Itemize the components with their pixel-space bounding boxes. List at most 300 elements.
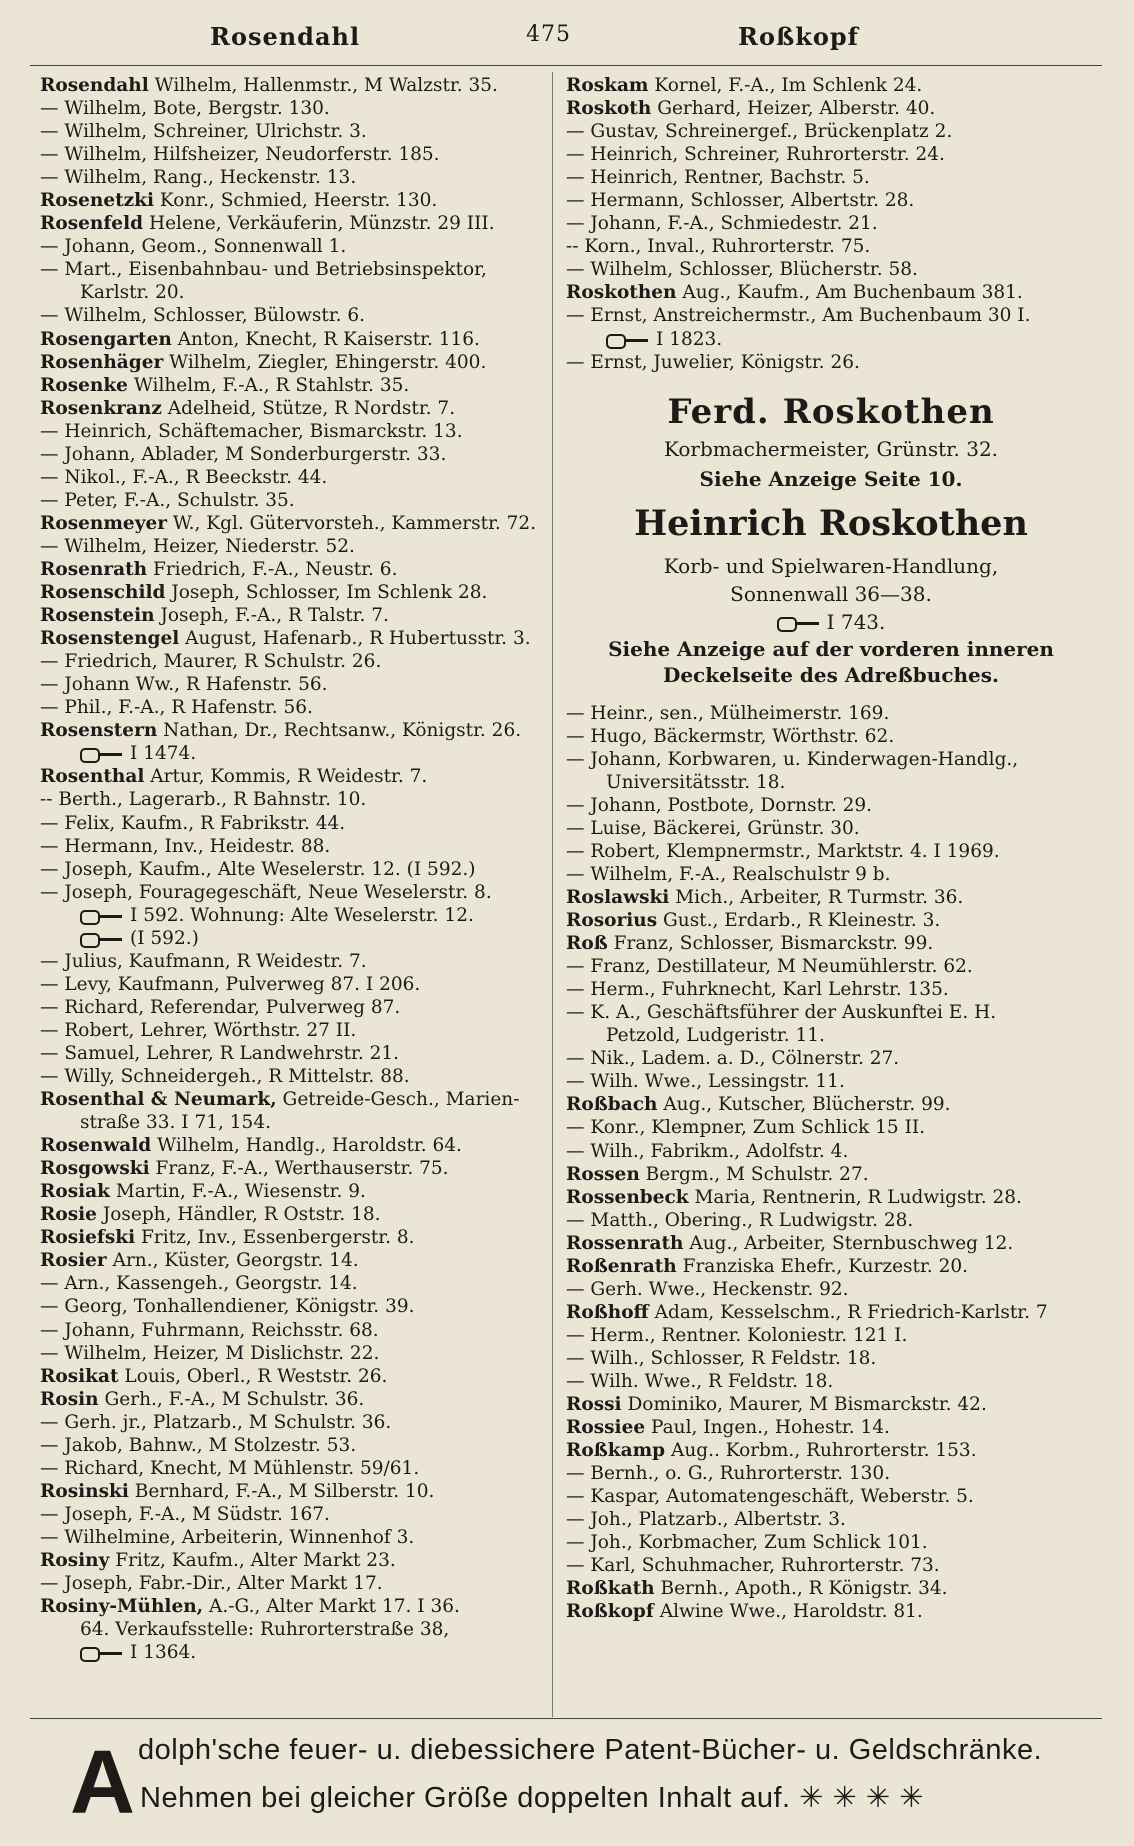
entry-text: — Gerh. Wwe., Heckenstr. 92. (566, 1278, 849, 1300)
entry-surname: Roßkopf (566, 1601, 654, 1623)
directory-entry (566, 702, 1096, 725)
directory-entry (40, 973, 546, 996)
advert-ferd-roskothen (566, 388, 1096, 496)
directory-entry (566, 1140, 1096, 1163)
entry-surname: Roßenrath (566, 1255, 677, 1277)
directory-entry (566, 304, 1096, 327)
directory-entry (40, 858, 546, 881)
directory-entry (40, 304, 546, 327)
entry-text: Wilhelm, Handlg., Haroldstr. 64. (157, 1135, 462, 1157)
directory-entry (40, 904, 546, 927)
directory-entry (566, 120, 1096, 143)
directory-entry (566, 1001, 1096, 1024)
entry-surname: Rosiefski (40, 1227, 136, 1249)
entry-text: — Johann, Fuhrmann, Reichsstr. 68. (40, 1319, 379, 1341)
directory-entry (566, 886, 1096, 909)
entry-text: — Wilhelm, Bote, Bergstr. 130. (40, 98, 330, 120)
entry-surname: Rosenrath (40, 558, 148, 580)
entry-text: — Arn., Kassengeh., Georgstr. 14. (40, 1273, 358, 1295)
entry-text: — Joseph, F.-A., M Südstr. 167. (40, 1503, 330, 1525)
directory-entry (566, 1163, 1096, 1186)
entry-text: — Wilhelm, Rang., Heckenstr. 13. (40, 167, 357, 189)
ad-ferd-ref: Siehe Anzeige Seite 10. (699, 466, 963, 491)
entry-text: — Wilh., Fabrikm., Adolfstr. 4. (566, 1140, 849, 1162)
entry-text: Bernh., Apoth., R Königstr. 34. (660, 1578, 948, 1600)
entry-text: — Wilh. Wwe., Lessingstr. 11. (566, 1071, 845, 1093)
directory-entry (40, 604, 546, 627)
entry-text: — Nikol., F.-A., R Beeckstr. 44. (40, 466, 328, 488)
entry-text: — Peter, F.-A., Schulstr. 35. (40, 489, 295, 511)
ad-ferd-name: Ferd. Roskothen (667, 391, 995, 432)
directory-entry (566, 1186, 1096, 1209)
telephone-icon (80, 932, 124, 946)
entry-text: — Wilhelm, Schreiner, Ulrichstr. 3. (40, 121, 367, 143)
entry-text: I 1364. (130, 1642, 197, 1664)
entry-text: Fritz, Kaufm., Alter Markt 23. (115, 1550, 396, 1571)
entry-surname: Rosorius (566, 910, 658, 932)
directory-entry (566, 1531, 1096, 1554)
left-column (40, 74, 546, 1664)
entry-text: — Joseph, Fouragegeschäft, Neue Weselerstr. 8. (40, 881, 492, 903)
directory-entry (40, 696, 546, 719)
right-column-bottom (566, 702, 1096, 1624)
directory-entry (566, 1278, 1096, 1301)
entry-text: -- Berth., Lagerarb., R Bahnstr. 10. (40, 789, 367, 811)
entry-text: — Konr., Klempner, Zum Schlick 15 II. (566, 1117, 926, 1139)
entry-surname: Rosenkranz (40, 397, 162, 419)
entry-text: Bernhard, F.-A., M Silberstr. 10. (134, 1480, 435, 1502)
directory-entry (40, 1549, 546, 1572)
entry-text: Bergm., M Schulstr. 27. (645, 1163, 869, 1185)
entry-text: — Herm., Rentner. Koloniestr. 121 I. (566, 1324, 908, 1346)
directory-entry (40, 1595, 546, 1618)
entry-text: — Hugo, Bäckermstr, Wörthstr. 62. (566, 725, 895, 747)
ad-heinrich-phone: I 743. (566, 608, 1096, 636)
footer-line2: Nehmen bei gleicher Größe doppelten Inhalt auf. ✳ ✳ ✳ ✳ (140, 1782, 925, 1814)
directory-entry (566, 1600, 1096, 1623)
entry-text: Mich., Arbeiter, R Turmstr. 36. (675, 886, 964, 908)
entry-text: — Wilhelm, Heizer, Niederstr. 52. (40, 535, 355, 557)
entry-text: Artur, Kommis, R Weidestr. 7. (150, 766, 428, 788)
entry-surname: Rosenfeld (40, 213, 144, 235)
telephone-icon (777, 616, 821, 630)
directory-entry (566, 955, 1096, 978)
entry-text: Joseph, F.-A., R Talstr. 7. (160, 605, 389, 627)
directory-entry (40, 1434, 546, 1457)
entry-text: — Levy, Kaufmann, Pulverweg 87. I 206. (40, 973, 421, 995)
directory-entry (566, 235, 1096, 258)
entry-text: Aug., Arbeiter, Sternbuschweg 12. (689, 1232, 1014, 1254)
directory-entry (40, 1134, 546, 1157)
directory-entry (40, 374, 546, 397)
directory-entry (40, 120, 546, 143)
directory-entry (566, 258, 1096, 281)
directory-entry (566, 863, 1096, 886)
telephone-icon (80, 1646, 124, 1660)
entry-text: Arn., Küster, Georgstr. 14. (112, 1250, 359, 1272)
entry-text: — Heinrich, Schäftemacher, Bismarckstr. 13. (40, 420, 463, 442)
entry-text: Dominiko, Maurer, M Bismarckstr. 42. (627, 1394, 987, 1416)
entry-text: — Johann, Ablader, M Sonderburgerstr. 33. (40, 443, 447, 465)
entry-text: — Willy, Schneidergeh., R Mittelstr. 88. (40, 1066, 410, 1088)
entry-text: — Heinrich, Schreiner, Ruhrorterstr. 24. (566, 144, 945, 166)
directory-entry (40, 719, 546, 742)
entry-text: — Wilhelm, Hilfsheizer, Neudorferstr. 185. (40, 144, 440, 166)
directory-entry (40, 1388, 546, 1411)
directory-entry (40, 1088, 546, 1111)
header-right-keyword: Roßkopf (738, 22, 859, 51)
directory-entry (40, 1180, 546, 1203)
entry-text: — Joh., Platzarb., Albertstr. 3. (566, 1509, 846, 1531)
entry-surname: Rosenhäger (40, 351, 164, 373)
directory-entry (40, 74, 546, 97)
entry-text: I 1474. (130, 743, 197, 765)
entry-text: — Nik., Ladem. a. D., Cölnerstr. 27. (566, 1048, 900, 1070)
entry-text: Karlstr. 20. (80, 282, 185, 304)
directory-entry (566, 1024, 1096, 1047)
entry-surname: Rosikat (40, 1365, 119, 1387)
directory-entry (40, 1572, 546, 1595)
directory-entry (566, 189, 1096, 212)
directory-entry (566, 1209, 1096, 1232)
entry-text: straße 33. I 71, 154. (80, 1112, 271, 1134)
entry-text: — Wilhelmine, Arbeiterin, Winnenhof 3. (40, 1526, 415, 1548)
entry-text: — Ernst, Anstreichermstr., Am Buchenbaum 30 I. (566, 305, 1031, 327)
directory-entry (566, 1301, 1096, 1324)
directory-entry (40, 443, 546, 466)
entry-text: Franz, Schlosser, Bismarckstr. 99. (613, 933, 934, 955)
directory-entry (40, 1365, 546, 1388)
directory-entry (566, 166, 1096, 189)
directory-entry (40, 1111, 546, 1134)
entry-text: -- Korn., Inval., Ruhrorterstr. 75. (566, 236, 871, 258)
directory-entry (40, 1226, 546, 1249)
entry-text: W., Kgl. Gütervorsteh., Kammerstr. 72. (172, 512, 537, 534)
directory-entry (566, 328, 1096, 351)
entry-text: Aug.. Korbm., Ruhrorterstr. 153. (670, 1440, 977, 1462)
entry-text: Fritz, Inv., Essenbergerstr. 8. (141, 1227, 415, 1249)
entry-surname: Roskam (566, 75, 649, 96)
entry-text: — Johann, Geom., Sonnenwall 1. (40, 236, 347, 258)
directory-entry (566, 1093, 1096, 1116)
directory-entry (40, 1411, 546, 1434)
entry-text: Aug., Kutscher, Blücherstr. 99. (663, 1094, 951, 1116)
entry-text: — Joseph, Kaufm., Alte Weselerstr. 12. (I 592.) (40, 858, 476, 880)
directory-entry (566, 748, 1096, 771)
entry-text: — Heinr., sen., Mülheimerstr. 169. (566, 702, 890, 724)
entry-text: — Wilh. Wwe., R Feldstr. 18. (566, 1370, 834, 1392)
directory-entry (566, 932, 1096, 955)
entry-text: Helene, Verkäuferin, Münzstr. 29 III. (148, 213, 495, 235)
entry-text: — Hermann, Inv., Heidestr. 88. (40, 835, 331, 857)
entry-surname: Rosendahl (40, 75, 149, 96)
entry-surname: Rosenstern (40, 720, 158, 742)
entry-text: — Jakob, Bahnw., M Stolzestr. 53. (40, 1434, 357, 1456)
directory-entry (566, 817, 1096, 840)
directory-entry (40, 788, 546, 811)
entry-text: — Karl, Schuhmacher, Ruhrorterstr. 73. (566, 1555, 940, 1577)
directory-entry (566, 909, 1096, 932)
page-number: 475 (526, 22, 571, 47)
directory-entry (40, 489, 546, 512)
footer-rule (30, 1718, 1102, 1719)
directory-entry (40, 673, 546, 696)
entry-surname: Rosiny-Mühlen, (40, 1596, 204, 1618)
directory-entry (40, 189, 546, 212)
directory-entry (40, 166, 546, 189)
entry-text: I 1823. (656, 328, 723, 350)
directory-entry (566, 1393, 1096, 1416)
directory-entry (40, 927, 546, 950)
entry-surname: Roskothen (566, 282, 677, 304)
directory-entry (566, 351, 1096, 374)
directory-entry (566, 97, 1096, 120)
directory-entry (40, 1480, 546, 1503)
directory-entry (40, 328, 546, 351)
directory-entry (566, 1462, 1096, 1485)
directory-entry (40, 950, 546, 973)
entry-text: Friedrich, F.-A., Neustr. 6. (152, 558, 398, 580)
directory-entry (40, 143, 546, 166)
entry-text: — Richard, Referendar, Pulverweg 87. (40, 996, 401, 1018)
telephone-icon (80, 747, 124, 761)
directory-entry (40, 258, 546, 281)
entry-text: — Franz, Destillateur, M Neumühlerstr. 62. (566, 956, 973, 978)
directory-entry (40, 97, 546, 120)
entry-text: — Wilhelm, Schlosser, Bülowstr. 6. (40, 305, 366, 327)
directory-entry (566, 1416, 1096, 1439)
entry-text: — Bernh., o. G., Ruhrorterstr. 130. (566, 1463, 891, 1485)
directory-entry (566, 1116, 1096, 1139)
entry-surname: Rosie (40, 1204, 97, 1226)
entry-text: Getreide-Gesch., Marien- (282, 1089, 520, 1111)
entry-text: Adelheid, Stütze, R Nordstr. 7. (167, 397, 456, 419)
entry-text: Gerh., F.-A., M Schulstr. 36. (104, 1388, 365, 1410)
entry-surname: Rossen (566, 1163, 640, 1185)
entry-text: — Luise, Bäckerei, Grünstr. 30. (566, 817, 860, 839)
entry-surname: Roslawski (566, 886, 670, 908)
directory-entry (566, 1370, 1096, 1393)
directory-entry (40, 1319, 546, 1342)
entry-surname: Rosiny (40, 1550, 110, 1571)
directory-entry (566, 840, 1096, 863)
ad-heinrich-ref2: Deckelseite des Adreßbuches. (662, 662, 999, 687)
directory-entry (40, 1503, 546, 1526)
directory-entry (566, 771, 1096, 794)
entry-text: — Friedrich, Maurer, R Schulstr. 26. (40, 651, 382, 673)
entry-text: Adam, Kesselschm., R Friedrich-Karlstr. 7 (654, 1301, 1048, 1323)
directory-entry (566, 1232, 1096, 1255)
entry-text: August, Hafenarb., R Hubertusstr. 3. (185, 628, 531, 650)
entry-surname: Rosengarten (40, 328, 172, 350)
entry-text: — Gerh. jr., Platzarb., M Schulstr. 36. (40, 1411, 392, 1433)
entry-surname: Rosinski (40, 1480, 129, 1502)
entry-surname: Rosiak (40, 1181, 110, 1203)
ad-heinrich-ref1: Siehe Anzeige auf der vorderen inneren (608, 636, 1054, 661)
entry-text: — Johann Ww., R Hafenstr. 56. (40, 674, 328, 696)
directory-entry (40, 466, 546, 489)
entry-text: Gust., Erdarb., R Kleinestr. 3. (663, 910, 941, 932)
entry-text: I 592. Wohnung: Alte Weselerstr. 12. (130, 904, 474, 926)
entry-text: — Heinrich, Rentner, Bachstr. 5. (566, 167, 870, 189)
directory-entry (40, 996, 546, 1019)
entry-text: — Hermann, Schlosser, Albertstr. 28. (566, 190, 915, 212)
directory-entry (40, 1065, 546, 1088)
entry-surname: Rosenstein (40, 605, 155, 627)
entry-surname: Rossi (566, 1394, 622, 1416)
entry-text: — Herm., Fuhrknecht, Karl Lehrstr. 135. (566, 979, 949, 1001)
entry-surname: Roß (566, 933, 608, 955)
header-rule (30, 65, 1102, 66)
directory-entry (566, 1485, 1096, 1508)
directory-entry (566, 725, 1096, 748)
directory-entry (40, 1272, 546, 1295)
directory-entry (40, 1618, 546, 1641)
directory-entry (566, 1070, 1096, 1093)
directory-entry (40, 1019, 546, 1042)
entry-text: (I 592.) (130, 927, 199, 949)
ad-ferd-line: Korbmachermeister, Grünstr. 32. (663, 436, 999, 461)
footer-advert (30, 1728, 1102, 1838)
entry-text: — Wilh., Schlosser, R Feldstr. 18. (566, 1347, 877, 1369)
entry-text: — Robert, Lehrer, Wörthstr. 27 II. (40, 1019, 357, 1041)
entry-text: Franziska Ehefr., Kurzestr. 20. (682, 1255, 968, 1277)
entry-text: Kornel, F.-A., Im Schlenk 24. (654, 75, 923, 96)
entry-text: — Joh., Korbmacher, Zum Schlick 101. (566, 1532, 928, 1554)
directory-entry (566, 1255, 1096, 1278)
entry-text: Anton, Knecht, R Kaiserstr. 116. (177, 328, 480, 350)
directory-entry (40, 235, 546, 258)
entry-text: — Samuel, Lehrer, R Landwehrstr. 21. (40, 1042, 400, 1064)
entry-text: — Wilhelm, F.-A., Realschulstr 9 b. (566, 863, 891, 885)
directory-entry (566, 1324, 1096, 1347)
directory-entry (40, 281, 546, 304)
entry-text: Wilhelm, Ziegler, Ehingerstr. 400. (169, 351, 487, 373)
entry-text: — Richard, Knecht, M Mühlenstr. 59/61. (40, 1457, 420, 1479)
entry-text: — Wilhelm, Heizer, M Dislichstr. 22. (40, 1342, 380, 1364)
directory-entry (40, 351, 546, 374)
entry-text: 64. Verkaufsstelle: Ruhrorterstraße 38, (80, 1619, 450, 1641)
ad-heinrich-name: Heinrich Roskothen (634, 502, 1028, 544)
directory-entry (40, 1526, 546, 1549)
directory-entry (566, 1347, 1096, 1370)
entry-text: Martin, F.-A., Wiesenstr. 9. (115, 1181, 366, 1203)
entry-text: — Phil., F.-A., R Hafenstr. 56. (40, 697, 313, 719)
entry-text: — Johann, F.-A., Schmiedestr. 21. (566, 213, 878, 235)
entry-text: — Julius, Kaufmann, R Weidestr. 7. (40, 950, 367, 972)
right-column-top (566, 74, 1096, 374)
telephone-icon (80, 909, 124, 923)
entry-text: A.-G., Alter Markt 17. I 36. (209, 1596, 460, 1618)
entry-surname: Roskoth (566, 98, 652, 120)
directory-entry (40, 650, 546, 673)
directory-entry (40, 1342, 546, 1365)
directory-entry (40, 535, 546, 558)
directory-entry (566, 1508, 1096, 1531)
entry-text: Petzold, Ludgeristr. 11. (606, 1025, 825, 1047)
entry-text: Franz, F.-A., Werthauserstr. 75. (155, 1158, 449, 1180)
entry-text: — Georg, Tonhallendiener, Königstr. 39. (40, 1296, 415, 1318)
directory-entry (40, 512, 546, 535)
entry-text: Nathan, Dr., Rechtsanw., Königstr. 26. (163, 720, 522, 742)
directory-entry (40, 1157, 546, 1180)
directory-entry (566, 1554, 1096, 1577)
entry-surname: Rosenke (40, 374, 128, 396)
entry-text: — Kaspar, Automatengeschäft, Weberstr. 5. (566, 1486, 974, 1508)
directory-entry (566, 978, 1096, 1001)
entry-text: — Wilhelm, Schlosser, Blücherstr. 58. (566, 259, 918, 281)
entry-surname: Rosier (40, 1250, 107, 1272)
entry-text: — Ernst, Juwelier, Königstr. 26. (566, 351, 860, 373)
ad-heinrich-line1: Korb- und Spielwaren-Handlung, (663, 553, 999, 578)
directory-entry (566, 794, 1096, 817)
entry-text: Universitätsstr. 18. (606, 771, 786, 793)
header-left-keyword: Rosendahl (210, 22, 361, 51)
directory-entry (566, 1439, 1096, 1462)
directory-entry (40, 581, 546, 604)
footer-line1: dolph'sche feuer- u. diebessichere Patent-Bücher- u. Geldschränke. (138, 1734, 1043, 1766)
entry-text: Wilhelm, Hallenmstr., M Walzstr. 35. (154, 75, 498, 96)
directory-entry (40, 1641, 546, 1664)
entry-surname: Rosenwald (40, 1135, 152, 1157)
directory-entry (40, 627, 546, 650)
directory-entry (566, 143, 1096, 166)
entry-text: Maria, Rentnerin, R Ludwigstr. 28. (694, 1186, 1022, 1208)
entry-text: Paul, Ingen., Hohestr. 14. (651, 1417, 890, 1439)
directory-entry (566, 74, 1096, 97)
advert-heinrich-roskothen (566, 496, 1096, 688)
entry-surname: Rosenstengel (40, 628, 180, 650)
entry-surname: Rosenschild (40, 582, 166, 604)
entry-text: — Johann, Korbwaren, u. Kinderwagen-Handlg., (566, 748, 1019, 770)
right-column (566, 74, 1096, 1623)
directory-entry (40, 558, 546, 581)
entry-surname: Rossiee (566, 1417, 646, 1439)
entry-surname: Rosin (40, 1388, 99, 1410)
entry-text: — Robert, Klempnermstr., Marktstr. 4. I 1969. (566, 840, 1000, 862)
directory-entry (40, 765, 546, 788)
entry-text: Joseph, Schlosser, Im Schlenk 28. (171, 582, 488, 604)
directory-entry (40, 397, 546, 420)
directory-entry (40, 1295, 546, 1318)
entry-text: Alwine Wwe., Haroldstr. 81. (659, 1601, 923, 1623)
directory-entry (566, 1047, 1096, 1070)
page-header (0, 14, 1134, 54)
entry-surname: Roßkath (566, 1578, 655, 1600)
entry-text: — Felix, Kaufm., R Fabrikstr. 44. (40, 812, 346, 834)
ad-heinrich-line2: Sonnenwall 36—38. (730, 581, 932, 606)
entry-text: — Matth., Obering., R Ludwigstr. 28. (566, 1209, 914, 1231)
entry-surname: Rossenbeck (566, 1186, 689, 1208)
directory-entry (566, 1577, 1096, 1600)
entry-surname: Roßkamp (566, 1440, 666, 1462)
directory-entry (40, 420, 546, 443)
entry-text: Louis, Oberl., R Weststr. 26. (124, 1365, 388, 1387)
entry-text: Gerhard, Heizer, Alberstr. 40. (657, 98, 936, 120)
directory-entry (40, 1249, 546, 1272)
entry-text: Konr., Schmied, Heerstr. 130. (159, 190, 438, 212)
entry-surname: Rosenetzki (40, 190, 155, 212)
directory-entry (40, 835, 546, 858)
entry-surname: Roßbach (566, 1094, 658, 1116)
footer-initial: A (70, 1733, 135, 1833)
entry-text: Aug., Kaufm., Am Buchenbaum 381. (682, 282, 1023, 304)
entry-surname: Rosenthal (40, 766, 145, 788)
entry-text: — Gustav, Schreinergef., Brückenplatz 2. (566, 121, 953, 143)
directory-entry (40, 742, 546, 765)
entry-text: — Johann, Postbote, Dornstr. 29. (566, 794, 873, 816)
entry-text: Wilhelm, F.-A., R Stahlstr. 35. (133, 374, 410, 396)
